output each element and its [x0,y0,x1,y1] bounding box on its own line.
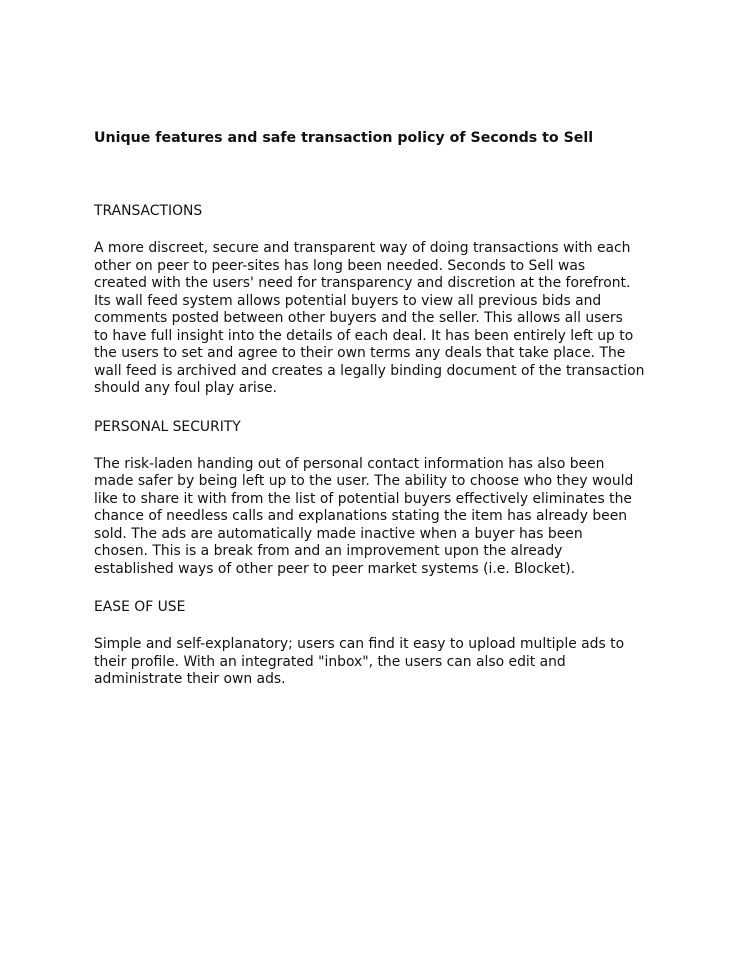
body-line: made safer by being left up to the user. The ability to choose who they would [94,473,634,489]
body-line: A more discreet, secure and transparent way of doing transactions with each [94,240,631,256]
body-line: should any foul play arise. [94,380,277,396]
section-personal-security [94,418,646,579]
body-line: the users to set and agree to their own terms any deals that take place. The [94,345,626,361]
body-line: to have full insight into the details of each deal. It has been entirely left up to [94,327,634,344]
section-heading-transactions: TRANSACTIONS [94,203,203,219]
body-line: like to share it with from the list of potential buyers effectively eliminates the [94,490,632,507]
body-line: wall feed is archived and creates a legally binding document of the transaction [94,362,645,379]
section-heading-ease-of-use: EASE OF USE [94,599,186,615]
body-line: Simple and self-explanatory; users can find it easy to upload multiple ads to [94,636,625,652]
body-line: their profile. With an integrated "inbox", the users can also edit and [94,653,566,670]
section-transactions [94,202,646,398]
body-line: created with the users' need for transparency and discretion at the forefront. [94,275,631,291]
body-line: chance of needless calls and explanations stating the item has already been [94,508,628,524]
body-line: other on peer to peer-sites has long been needed. Seconds to Sell was [94,257,586,274]
body-line: established ways of other peer to peer market systems (i.e. Blocket). [94,560,576,577]
section-heading-personal-security: PERSONAL SECURITY [94,418,241,435]
body-line: sold. The ads are automatically made inactive when a buyer has been [94,525,583,542]
section-body-ease-of-use [94,636,646,689]
section-body-personal-security [94,456,646,579]
body-line: The risk-laden handing out of personal contact information has also been [94,455,605,472]
body-line: chosen. This is a break from and an improvement upon the already [94,543,563,559]
section-ease-of-use [94,598,646,689]
body-line: comments posted between other buyers and the seller. This allows all users [94,310,623,326]
document-title: Unique features and safe transaction policy of Seconds to Sell [94,130,594,146]
body-line: administrate their own ads. [94,671,286,687]
body-line: Its wall feed system allows potential buyers to view all previous bids and [94,292,602,309]
section-body-transactions [94,240,646,398]
document-content [94,128,646,709]
